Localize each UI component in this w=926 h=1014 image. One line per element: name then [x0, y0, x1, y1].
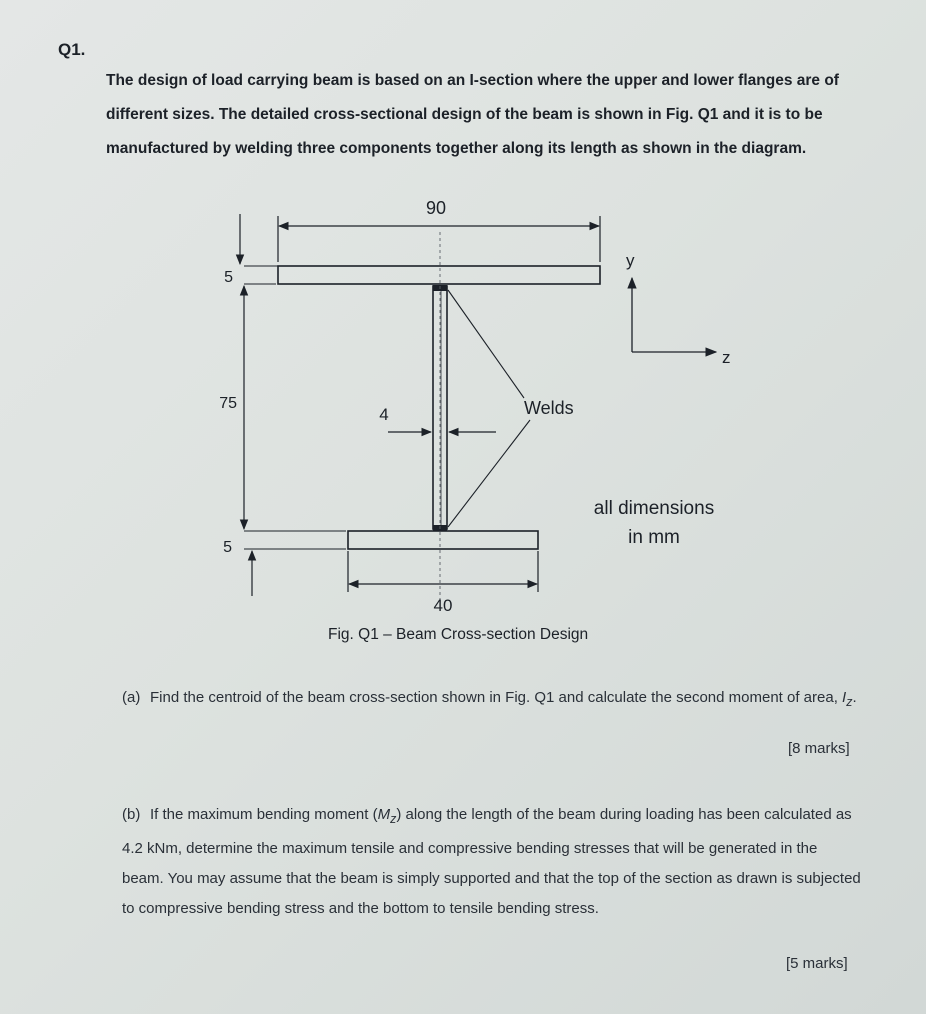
web-thickness-label: 4	[379, 405, 389, 424]
part-a-symbol-sub: z	[846, 695, 853, 709]
part-a-text: Find the centroid of the beam cross-section shown in Fig. Q1 and calculate the second moment of area,	[150, 689, 843, 706]
part-b	[122, 800, 862, 924]
part-a-symbol: I	[842, 689, 847, 706]
weld-leader-top	[448, 290, 524, 398]
part-a	[122, 683, 862, 717]
part-a-marks: [8 marks]	[788, 740, 850, 757]
weld-top	[433, 285, 447, 291]
z-axis-label: z	[722, 348, 731, 367]
top-flange	[278, 266, 600, 284]
part-a-text-end: .	[852, 689, 857, 706]
part-b-marks: [5 marks]	[786, 955, 848, 972]
bottom-flange-thickness-label: 5	[223, 539, 232, 556]
units-note-line1: all dimensions	[593, 498, 715, 519]
weld-bottom	[433, 525, 447, 531]
part-b-text-end: ) along the length of the beam during loading has been calculated as 4.2 kNm, determine the maximum tensile and compressive bending stresses that will be generated in the beam. You may assume that the beam is simply supported and that the top of the section as drawn is subjected to compressive bending stress and the bottom to tensile bending stress.	[122, 806, 861, 917]
bottom-width-label: 40	[433, 596, 453, 615]
part-b-label: (b)	[122, 806, 141, 823]
question-intro: The design of load carrying beam is based on an I-section where the upper and lower flanges are of different sizes. The detailed cross-sectional design of the beam is shown in Fig. Q1 and it is to be manufactured by welding three components together along its length as shown in the diagram.	[106, 72, 839, 157]
part-b-symbol: M	[377, 806, 391, 823]
top-width-label: 90	[425, 198, 447, 218]
bottom-flange	[348, 531, 538, 549]
part-a-label: (a)	[122, 689, 141, 706]
top-flange-thickness-label: 5	[224, 269, 233, 286]
weld-leader-bottom	[448, 420, 530, 527]
units-note-line2: in mm	[628, 527, 680, 548]
question-number: Q1.	[58, 40, 86, 59]
figure-caption: Fig. Q1 – Beam Cross-section Design	[328, 626, 589, 643]
y-axis-label: y	[626, 251, 635, 270]
web	[433, 286, 447, 529]
web-height-label: 75	[219, 395, 237, 412]
welds-label: Welds	[524, 398, 574, 418]
part-b-symbol-sub: z	[390, 812, 397, 826]
part-b-text: If the maximum bending moment (	[150, 806, 378, 823]
